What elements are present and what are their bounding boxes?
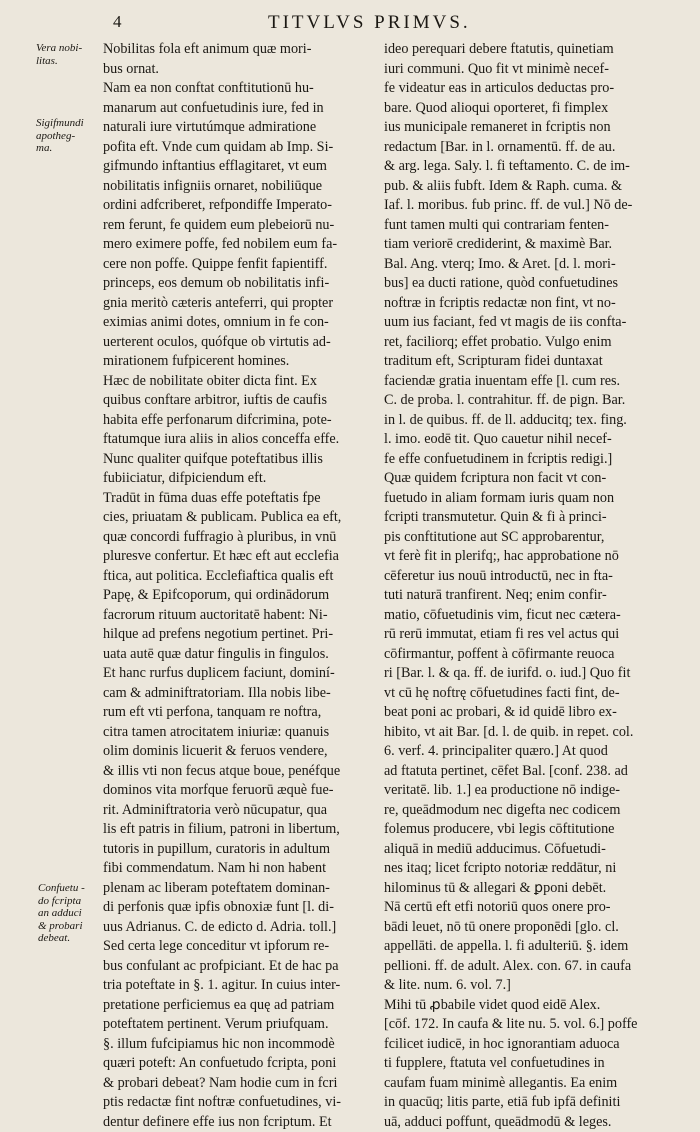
text-line: in l. de quibus. ff. de ll. adducitq; tex. fing. [384,411,674,431]
text-line: Quæ quidem fcriptura non facit vt con- [384,469,674,489]
margin-gloss [38,882,85,945]
text-line: faciendæ gratia inuentam effe [l. cum res. [384,372,674,392]
margin-gloss [36,42,82,67]
text-line: rit. Adminiftratoria verò nūcupatur, qua [103,801,373,821]
text-line: fuetudo in aliam formam iuris quam non [384,489,674,509]
text-line: uata autē quæ datur fingulis in fingulos. [103,645,373,665]
text-line: Bal. Ang. vterq; Imo. & Aret. [d. l. mori- [384,255,674,275]
text-line: ptis redactæ fint noftræ confuetudines, vi- [103,1093,373,1113]
text-line: facrorum rituum auctoritatē habent: Ni- [103,606,373,626]
text-line: Et hanc rurfus duplicem faciunt, dominí- [103,664,373,684]
gloss-line: Sigifmundi [36,117,84,130]
text-line: folemus producere, vbi legis cōftitutione [384,820,674,840]
text-line: & lite. num. 6. vol. 7.] [384,976,674,996]
text-line: noftræ in fcriptis redactæ non fint, vt no- [384,294,674,314]
text-line: tutoris in pupillum, curatoris in adultum [103,840,373,860]
text-line: bare. Quod alioqui oporteret, fi fimplex [384,99,674,119]
text-line: plenam ac liberam poteftatem dominan- [103,879,373,899]
text-line: matio, cōfuetudinis vim, ficut nec cætera- [384,606,674,626]
text-line: poteftatem pertinent. Verum priufquam. [103,1015,373,1035]
text-line: habita effe perfonarum difcrimina, pote- [103,411,373,431]
text-line: C. de proba. l. contrahitur. ff. de pign. Bar. [384,391,674,411]
text-line: Nobilitas fola eft animum quæ mori- [103,40,373,60]
text-line: aliquā in mediū adducimus. Cōfuetudi- [384,840,674,860]
text-line: gnia meritò cæteris anteferri, qui propter [103,294,373,314]
text-line: fubiiciatur, difpiciendum eft. [103,469,373,489]
text-line: nobilitatis infigniis ornaret, nobiliūque [103,177,373,197]
text-line: Papę, & Epifcoporum, qui ordinādorum [103,586,373,606]
text-line: Hæc de nobilitate obiter dicta fint. Ex [103,372,373,392]
text-line: uerterent oculos, quófque ob virtutis ad- [103,333,373,353]
margin-gloss [36,117,84,155]
text-line: Mihi tū ꝓbabile videt quod eidē Alex. [384,996,674,1016]
text-line: pluresve confertur. Et hæc eft aut ecclefia [103,547,373,567]
text-line: vt ferè fit in plerifq;, hac approbatione nō [384,547,674,567]
text-line: pis conftitutione aut SC approbarentur, [384,528,674,548]
text-line: bus] ea ducti ratione, quòd confuetudines [384,274,674,294]
text-line: di perfonis quæ ipfis obnoxiæ funt [l. di- [103,898,373,918]
text-line: hibito, vt ait Bar. [d. l. de quib. in repet. col. [384,723,674,743]
text-line: Iaf. l. moribus. fub princ. ff. de vul.] Nō de- [384,196,674,216]
text-line: veritatē. lib. 1.] ea productione nō indige- [384,781,674,801]
text-line: ftica, aut politica. Ecclefiaftica qualis eft [103,567,373,587]
text-line: redactum [Bar. in l. ornamentū. ff. de au. [384,138,674,158]
text-line: quibus conftare arbitror, iuftis de caufis [103,391,373,411]
text-line: Nā certū eft etfi notoriū quos onere pro- [384,898,674,918]
text-line: pellioni. ff. de adult. Alex. con. 67. in caufa [384,957,674,977]
text-line: bādi leuet, nō tū onere proponēdi [glo. cl. [384,918,674,938]
page-number: 4 [113,12,122,32]
text-line: fcripti transmutetur. Quin & fi à princi- [384,508,674,528]
gloss-line: ma. [36,142,84,155]
text-line: tuti naturā tranfirent. Neq; enim confir- [384,586,674,606]
text-line: hilominus tū & allegari & ꝑponi debēt. [384,879,674,899]
gloss-line: an adduci [38,907,85,920]
text-line: & probari debeat? Nam hodie cum in fcri [103,1074,373,1094]
text-line: bus confulant ac profpiciant. Et de hac pa [103,957,373,977]
text-line: ius municipale remaneret in fcriptis non [384,118,674,138]
text-line: fe effe confuetudinem in fcriptis redigi.] [384,450,674,470]
text-line: ordini adfcriberet, refpondiffe Imperato- [103,196,373,216]
text-line: ri [Bar. l. & qa. ff. de iurifd. o. iud.] Quo fit [384,664,674,684]
text-line: traditum eft, Scripturam fidei duntaxat [384,352,674,372]
text-line: fibi commendatum. Nam hi non habent [103,859,373,879]
text-line: ti fupplere, ftatuta vel confuetudines in [384,1054,674,1074]
gloss-line: litas. [36,55,82,68]
text-line: cēferetur ius nouū introductū, nec in fta- [384,567,674,587]
text-line: cam & adminiftratoriam. Illa nobis libe- [103,684,373,704]
right-text-column [384,40,674,1132]
text-line: re, queādmodum nec digefta nec codicem [384,801,674,821]
text-line: & illis vti non fecus atque boue, penéfque [103,762,373,782]
text-line: uus Adrianus. C. de edicto d. Adria. toll.] [103,918,373,938]
text-line: fe videatur eas in articulos deductas pro- [384,79,674,99]
running-head [0,10,700,38]
gloss-line: debeat. [38,932,85,945]
text-line: mero eximere poffe, fed nobilem eum fa- [103,235,373,255]
text-line: Sed certa lege conceditur vt ipforum re- [103,937,373,957]
running-title: TITVLVS PRIMVS. [268,12,471,34]
text-line: lis eft patris in filium, patroni in libertum, [103,820,373,840]
text-line: §. illum fufcipiamus hic non incommodè [103,1035,373,1055]
text-line: nes itaq; licet fcripto notoriæ reddātur, ni [384,859,674,879]
text-line: uā, adduci poffunt, queādmodū & leges. [384,1113,674,1132]
text-line: dominos vita morfque feruorū æquè fue- [103,781,373,801]
text-line: gifmundo inftantius efflagitaret, vt eum [103,157,373,177]
text-line: olim dominis licuerit & feruos vendere, [103,742,373,762]
text-line: pub. & aliis fubft. Idem & Raph. cuma. & [384,177,674,197]
text-line: appellāti. de appella. l. fi adulteriū. §. idem [384,937,674,957]
text-line: cōfirmantur, poffent à cōfirmante reuoca [384,645,674,665]
text-line: Tradūt in fūma duas effe poteftatis fpe [103,489,373,509]
text-line: tiam veriorē crediderint, & maximè Bar. [384,235,674,255]
text-line: 6. verf. 4. principaliter quæro.] At quod [384,742,674,762]
text-line: eximias animi dotes, omnium in fe con- [103,313,373,333]
text-line: pofita eft. Vnde cum quidam ab Imp. Si- [103,138,373,158]
text-line: manarum aut confuetudinis iure, fed in [103,99,373,119]
text-line: fcilicet iudicē, in hoc ignorantiam aduoca [384,1035,674,1055]
text-line: ftatumque iura aliis in alios conceffa effe. [103,430,373,450]
gloss-line: do fcripta [38,895,85,908]
gloss-line: Confuetu - [38,882,85,895]
text-line: naturali iure virtutúmque admiratione [103,118,373,138]
text-line: caufam fuam minimè allegantis. Ea enim [384,1074,674,1094]
text-line: ret, faciliorq; effet probatio. Vulgo enim [384,333,674,353]
text-line: quæ concordi fuffragio à pluribus, in vnū [103,528,373,548]
text-line: beat poni ac probari, & id quidē libro ex- [384,703,674,723]
text-line: & arg. lega. Saly. l. fi teftamento. C. de im- [384,157,674,177]
text-line: uum ius faciant, fed vt magis de iis confta- [384,313,674,333]
gloss-line: Vera nobi- [36,42,82,55]
text-line: princeps, eos demum ob nobilitatis infi- [103,274,373,294]
text-line: Nunc qualiter quifque poteftatibus illis [103,450,373,470]
left-text-column [103,40,373,1132]
text-line: bus ornat. [103,60,373,80]
text-line: vt cū hę noftrę cōfuetudines facti fint, de- [384,684,674,704]
text-line: ideo perequari debere ftatutis, quinetiam [384,40,674,60]
text-line: l. imo. eodē tit. Quo cauetur nihil necef- [384,430,674,450]
text-line: quæri poteft: An confuetudo fcripta, poni [103,1054,373,1074]
text-line: pretatione perficiemus ea quę ad patriam [103,996,373,1016]
text-line: hilque ad prefens negotium pertinet. Pri- [103,625,373,645]
text-line: cere non poffe. Quippe fenfit fapientiff. [103,255,373,275]
text-line: [cōf. 172. In caufa & lite nu. 5. vol. 6.] poffe [384,1015,674,1035]
text-line: funt tamen multi qui contrariam fenten- [384,216,674,236]
text-line: rū rerū immutat, etiam fi res vel actus qui [384,625,674,645]
text-line: cies, priuatam & publicam. Publica ea eft, [103,508,373,528]
gloss-line: apotheg- [36,130,84,143]
text-line: iuri communi. Quo fit vt minimè necef- [384,60,674,80]
text-line: tria poteftate in §. 1. agitur. In cuius inter- [103,976,373,996]
text-line: in quacūq; litis parte, etiā fub ipfā definiti [384,1093,674,1113]
text-line: rum eft vti perfona, tanquam re noftra, [103,703,373,723]
text-line: citra tamen atrocitatem iniuriæ: quanuis [103,723,373,743]
gloss-line: & probari [38,920,85,933]
text-line: dentur definere effe ius non fcriptum. Et [103,1113,373,1132]
text-line: ad ftatuta pertinet, cēfet Bal. [conf. 238. ad [384,762,674,782]
text-line: mirationem fufpicerent homines. [103,352,373,372]
text-line: Nam ea non conftat conftitutionū hu- [103,79,373,99]
text-line: rem ferunt, fe quidem eum plebeiorū nu- [103,216,373,236]
